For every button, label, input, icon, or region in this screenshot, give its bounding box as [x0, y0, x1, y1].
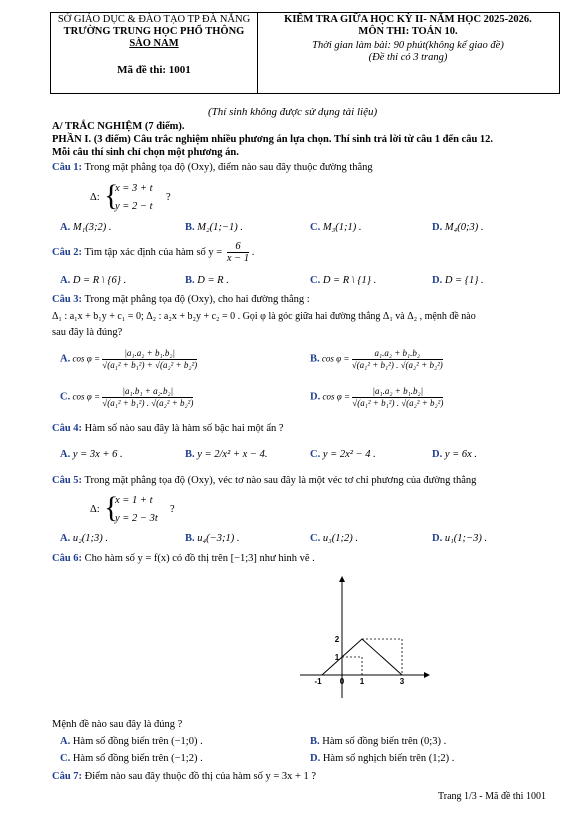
y-tick-label: 2	[334, 635, 340, 644]
option-text: M₄(0;3) .	[444, 222, 484, 233]
option-text: Hàm số nghịch biến trên (1;2) .	[322, 753, 455, 764]
option-key: D.	[432, 533, 443, 544]
option-key: C.	[310, 533, 321, 544]
option-fraction	[352, 386, 443, 409]
q5-label: Câu 5:	[52, 475, 83, 486]
option-text: D = R \ {6} .	[72, 275, 127, 286]
x-axis-arrow	[424, 672, 430, 678]
option-key: D.	[432, 449, 443, 460]
page-count: (Đề thi có 3 trang)	[368, 52, 448, 63]
q2-label: Câu 2:	[52, 246, 83, 258]
q2-numerator: 6	[227, 241, 249, 253]
q5-qmark: ?	[170, 504, 175, 515]
q1-brace: {	[104, 179, 119, 212]
option-text: M₃(1;1) .	[322, 222, 362, 233]
graph-guides	[342, 639, 402, 675]
option-text: M₁(3;2) .	[72, 222, 112, 233]
q3-option-d[interactable]	[310, 386, 443, 409]
q6-option-d[interactable]	[310, 753, 454, 764]
q5-option-b[interactable]	[185, 533, 240, 544]
option-text: y = 2/x² + x − 4.	[197, 449, 268, 460]
q1-sys1: x = 3 + t	[115, 183, 153, 194]
part1-line1: PHẦN I. (3 điểm) Câu trắc nghiệm nhiều phương án lựa chọn. Thí sinh trả lời từ câu 1 đến câu 12.	[52, 134, 494, 145]
option-pre: cos φ =	[321, 353, 350, 364]
q2-text: Tìm tập xác định của hàm số y =	[84, 246, 223, 258]
option-key: B.	[185, 533, 195, 544]
option-key: D.	[432, 275, 443, 286]
exam-code: Mã đề thi: 1001	[117, 64, 191, 76]
option-text: y = 2x² − 4 .	[322, 449, 376, 460]
option-key: B.	[310, 736, 320, 747]
q1-option-a[interactable]	[60, 222, 111, 233]
q6-option-a[interactable]	[60, 736, 203, 747]
option-pre: cos φ =	[72, 391, 101, 402]
question-5	[52, 475, 476, 486]
option-text: u₄(−3;1) .	[197, 533, 240, 544]
q3-option-c[interactable]	[60, 386, 193, 409]
option-key: D.	[432, 222, 443, 233]
y-tick-label: 1	[334, 653, 340, 662]
option-key: A.	[60, 533, 71, 544]
option-num: |a₁.a₂ + b₁.b₂|	[102, 348, 197, 360]
q3-text: Trong mặt phẳng tọa độ (Oxy), cho hai đường thẳng :	[84, 294, 310, 305]
q6-option-c[interactable]	[60, 753, 203, 764]
q2-fraction	[227, 241, 249, 264]
option-text: y = 6x .	[444, 449, 477, 460]
q3-option-b[interactable]	[310, 348, 443, 371]
option-text: M₂(1;−1) .	[197, 222, 243, 233]
question-2	[52, 241, 254, 264]
q2-end: .	[251, 246, 255, 258]
option-key: B.	[310, 353, 320, 365]
option-key: C.	[310, 449, 321, 460]
q6-text: Cho hàm số y = f(x) có đồ thị trên [−1;3] như hình vẽ .	[84, 553, 315, 564]
section-a-title: A/ TRẮC NGHIỆM (7 điểm).	[52, 121, 185, 132]
q1-label: Câu 1:	[52, 162, 83, 173]
q2-denominator: x − 1	[226, 253, 250, 264]
option-key: D.	[310, 753, 321, 764]
option-pre: cos φ =	[72, 353, 101, 364]
q7-label: Câu 7:	[52, 771, 83, 782]
q3-line3: sau đây là đúng?	[52, 327, 123, 338]
option-fraction	[102, 386, 193, 409]
question-3	[52, 294, 310, 305]
q4-text: Hàm số nào sau đây là hàm số bậc hai một ẩn ?	[84, 423, 284, 434]
option-den: √(a₁² + b₁²) . √(a₂² + b₂²)	[102, 398, 194, 408]
option-fraction	[102, 348, 197, 371]
page-footer: Trang 1/3 - Mã đề thi 1001	[438, 791, 546, 802]
option-key: C.	[310, 222, 321, 233]
x-tick-label: -1	[314, 677, 322, 686]
x-tick-label: 0	[339, 677, 345, 686]
exam-header	[50, 12, 560, 94]
option-text: D = R .	[197, 275, 229, 286]
option-text: u₁(1;−3) .	[444, 533, 488, 544]
q5-option-a[interactable]	[60, 533, 108, 544]
q5-option-d[interactable]	[432, 533, 487, 544]
option-key: A.	[60, 222, 71, 233]
q4-option-d[interactable]	[432, 449, 477, 460]
question-1	[52, 162, 373, 173]
option-text: u₃(1;2) .	[322, 533, 358, 544]
option-key: B.	[185, 222, 195, 233]
q7-text: Điểm nào sau đây thuộc đồ thị của hàm số y = 3x + 1 ?	[84, 771, 317, 782]
graph-tick-labels	[314, 635, 404, 686]
subject: MÔN THI: TOÁN 10.	[358, 26, 458, 37]
option-den: √(a₁² + b₁²) + √(a₂² + b₂²)	[102, 360, 198, 370]
option-text: Hàm số đồng biến trên (−1;0) .	[72, 736, 203, 747]
question-7	[52, 771, 316, 782]
q5-text: Trong mặt phẳng tọa độ (Oxy), véc tơ nào sau đây là một véc tơ chỉ phương của đường thẳng	[84, 475, 477, 486]
option-pre: cos φ =	[322, 391, 351, 402]
option-num: |a₁.b₁ + a₂.b₂|	[102, 386, 193, 398]
q1-delta: Δ:	[90, 192, 100, 203]
exam-title: KIỂM TRA GIỮA HỌC KỲ II- NĂM HỌC 2025-2026.	[284, 14, 532, 25]
q3-line2: Δ₁ : a₁x + b₁y + c₁ = 0; Δ₂ : a₂x + b₂y + c₂ = 0 . Gọi φ là góc giữa hai đường thẳng Δ₁ và Δ₂ , mệnh đề nào	[52, 311, 476, 322]
option-text: D = R \ {1} .	[322, 275, 377, 286]
y-axis-arrow	[339, 576, 345, 582]
q1-sys2: y = 2 − t	[115, 201, 153, 212]
q2-option-d[interactable]	[432, 275, 484, 286]
option-key: D.	[310, 391, 321, 403]
q4-option-c[interactable]	[310, 449, 376, 460]
option-text: u₂(1;3) .	[72, 533, 108, 544]
q2-option-a[interactable]	[60, 275, 126, 286]
q4-option-a[interactable]	[60, 449, 123, 460]
q3-option-a[interactable]	[60, 348, 197, 371]
q6-label: Câu 6:	[52, 553, 83, 564]
notice: (Thí sinh không được sử dụng tài liệu)	[208, 106, 378, 118]
q2-option-b[interactable]	[185, 275, 229, 286]
question-4	[52, 423, 284, 434]
option-key: A.	[60, 353, 71, 365]
option-text: Hàm số đồng biến trên (0;3) .	[322, 736, 447, 747]
q5-sys1: x = 1 + t	[115, 495, 153, 506]
option-fraction	[352, 348, 443, 371]
school-line2: SÀO NAM	[129, 38, 179, 49]
option-key: C.	[310, 275, 321, 286]
option-num: a₁.a₂ + b₁.b₂	[352, 348, 443, 360]
dept-name: SỞ GIÁO DỤC & ĐÀO TẠO TP ĐÀ NẴNG	[57, 14, 251, 25]
q1-option-d[interactable]	[432, 222, 483, 233]
q5-option-c[interactable]	[310, 533, 358, 544]
school-line1: TRƯỜNG TRUNG HỌC PHỔ THÔNG	[63, 26, 245, 37]
part1-line2: Mỗi câu thí sinh chỉ chọn một phương án.	[52, 147, 239, 158]
q4-label: Câu 4:	[52, 423, 83, 434]
q2-option-c[interactable]	[310, 275, 376, 286]
option-key: C.	[60, 391, 71, 403]
option-num: |a₁.a₂ + b₁.b₂|	[352, 386, 443, 398]
q5-brace: {	[104, 491, 119, 524]
q1-qmark: ?	[166, 192, 171, 203]
q5-sys2: y = 2 − 3t	[115, 513, 158, 524]
option-text: Hàm số đồng biến trên (−1;2) .	[72, 753, 203, 764]
option-key: A.	[60, 275, 71, 286]
option-key: B.	[185, 449, 195, 460]
option-key: A.	[60, 449, 71, 460]
exam-time: Thời gian làm bài: 90 phút(không kể giao đề)	[312, 40, 504, 51]
q1-text: Trong mặt phẳng tọa độ (Oxy), điểm nào sau đây thuộc đường thẳng	[84, 162, 373, 173]
question-6	[52, 553, 315, 564]
q3-label: Câu 3:	[52, 294, 83, 305]
x-tick-label: 3	[399, 677, 405, 686]
option-den: √(a₁² + b₁²) . √(a₂² + b₂²)	[351, 360, 443, 370]
option-key: B.	[185, 275, 195, 286]
q5-delta: Δ:	[90, 504, 100, 515]
q6-option-b[interactable]	[310, 736, 446, 747]
option-key: A.	[60, 736, 71, 747]
q6-stem: Mệnh đề nào sau đây là đúng ?	[52, 719, 183, 730]
option-den: √(a₁² + b₁²) . √(a₂² + b₂²)	[352, 398, 444, 408]
q1-option-b[interactable]	[185, 222, 243, 233]
q1-option-c[interactable]	[310, 222, 361, 233]
option-text: D = {1} .	[444, 275, 484, 286]
q6-graph	[300, 576, 430, 698]
x-tick-label: 1	[359, 677, 365, 686]
option-key: C.	[60, 753, 71, 764]
q4-option-b[interactable]	[185, 449, 267, 460]
option-text: y = 3x + 6 .	[72, 449, 123, 460]
